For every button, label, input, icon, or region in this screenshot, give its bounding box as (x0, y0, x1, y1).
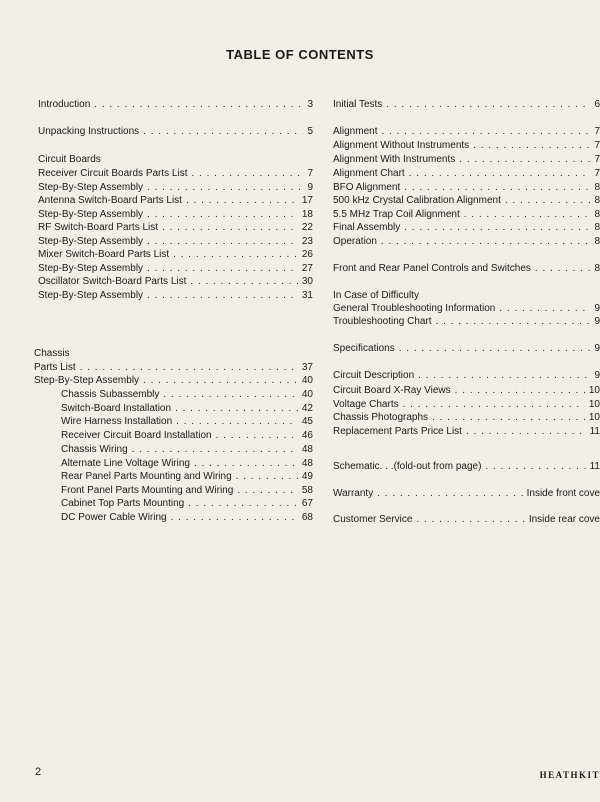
toc-heading-circuit-boards: Circuit Boards (38, 154, 101, 165)
toc-entry-oscillator-parts: Oscillator Switch-Board Parts List . . . 30 (38, 275, 313, 288)
toc-entry-trap-coil: 5.5 MHz Trap Coil Alignment . . . 8 (333, 208, 600, 221)
toc-entry-alignment: Alignment . . . 7 (333, 125, 600, 138)
toc-entry-initial-tests: Initial Tests . . . 6 (333, 98, 600, 111)
toc-entry-front-panel: Front Panel Parts Mounting and Wiring . . . 58 (61, 484, 313, 497)
toc-entry-rear-panel: Rear Panel Parts Mounting and Wiring . . . 49 (61, 470, 313, 483)
toc-entry-panel-controls: Front and Rear Panel Controls and Switches . . . 8 (333, 262, 600, 275)
toc-entry-chassis-wiring: Chassis Wiring . . . 48 (61, 443, 313, 456)
toc-entry-customer-service: Customer Service . . . Inside rear cove (333, 513, 600, 526)
toc-entry-step-assembly-4: Step-By-Step Assembly . . . 27 (38, 262, 313, 275)
toc-entry-mixer-parts: Mixer Switch-Board Parts List . . . 26 (38, 248, 313, 261)
brand-logo: HEATHKIT (539, 770, 600, 780)
toc-entry-alignment-chart: Alignment Chart . . . 7 (333, 167, 600, 180)
toc-entry-alignment-without: Alignment Without Instruments . . . 7 (333, 139, 600, 152)
page-number: 2 (35, 766, 42, 778)
toc-entry-step-assembly-1: Step-By-Step Assembly . . . 9 (38, 181, 313, 194)
toc-entry-dc-power-cable: DC Power Cable Wiring . . . 68 (61, 511, 313, 524)
toc-entry-wire-harness: Wire Harness Installation . . . 45 (61, 415, 313, 428)
toc-entry-receiver-board-install: Receiver Circuit Board Installation . . . 46 (61, 429, 313, 442)
toc-heading-chassis: Chassis (34, 348, 70, 359)
toc-entry-final-assembly: Final Assembly . . . 8 (333, 221, 600, 234)
toc-entry-introduction: Introduction . . . 3 (38, 98, 313, 111)
toc-entry-schematic: Schematic. . .(fold-out from page) . . . 11 (333, 460, 600, 473)
toc-entry-xray-views: Circuit Board X-Ray Views . . . 10 (333, 384, 600, 397)
toc-entry-receiver-parts: Receiver Circuit Boards Parts List . . . 7 (38, 167, 313, 180)
toc-entry-voltage-charts: Voltage Charts . . . 10 (333, 398, 600, 411)
toc-entry-warranty: Warranty . . . Inside front cove (333, 487, 600, 500)
toc-entry-switch-board-install: Switch-Board Installation . . . 42 (61, 402, 313, 415)
toc-entry-general-troubleshooting: General Troubleshooting Information . . . 9 (333, 302, 600, 315)
toc-entry-cabinet-top: Cabinet Top Parts Mounting . . . 67 (61, 497, 313, 510)
toc-entry-rf-parts: RF Switch-Board Parts List . . . 22 (38, 221, 313, 234)
toc-entry-antenna-parts: Antenna Switch-Board Parts List . . . 17 (38, 194, 313, 207)
toc-entry-chassis-assembly: Step-By-Step Assembly . . . 40 (34, 374, 313, 387)
toc-entry-unpacking: Unpacking Instructions . . . 5 (38, 125, 313, 138)
toc-entry-bfo-alignment: BFO Alignment . . . 8 (333, 181, 600, 194)
toc-heading-difficulty: In Case of Difficulty (333, 290, 419, 301)
toc-entry-chassis-subassembly: Chassis Subassembly . . . 40 (61, 388, 313, 401)
toc-entry-crystal-calibration: 500 kHz Crystal Calibration Alignment . . . 8 (333, 194, 600, 207)
toc-entry-alt-line-voltage: Alternate Line Voltage Wiring . . . 48 (61, 457, 313, 470)
toc-entry-circuit-description: Circuit Description . . . 9 (333, 369, 600, 382)
toc-entry-troubleshooting-chart: Troubleshooting Chart . . . 9 (333, 315, 600, 328)
toc-entry-step-assembly-3: Step-By-Step Assembly . . . 23 (38, 235, 313, 248)
toc-entry-specifications: Specifications . . . 9 (333, 342, 600, 355)
toc-entry-replacement-parts: Replacement Parts Price List . . . 11 (333, 425, 600, 438)
toc-entry-step-assembly-5: Step-By-Step Assembly . . . 31 (38, 289, 313, 302)
toc-entry-step-assembly-2: Step-By-Step Assembly . . . 18 (38, 208, 313, 221)
toc-entry-chassis-photographs: Chassis Photographs . . . 10 (333, 411, 600, 424)
page-title: TABLE OF CONTENTS (226, 47, 374, 62)
toc-entry-alignment-with: Alignment With Instruments . . . 7 (333, 153, 600, 166)
toc-entry-chassis-parts: Parts List . . . 37 (34, 361, 313, 374)
toc-entry-operation: Operation . . . 8 (333, 235, 600, 248)
